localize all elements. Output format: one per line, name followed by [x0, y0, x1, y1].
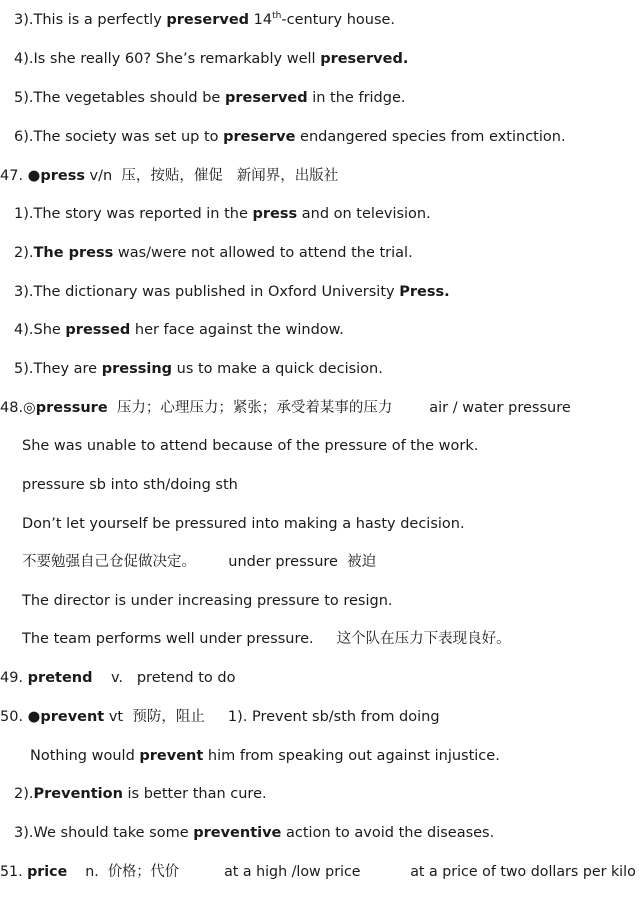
example-sentence [14, 10, 395, 30]
text-segment: v. pretend to do [92, 670, 236, 686]
example-sentence [14, 88, 406, 108]
bold-keyword: preserved. [320, 51, 409, 67]
text-segment: n. 价格；代价 at a high /low price at a price of two dollars per kilo [67, 864, 636, 880]
text-segment: was/were not allowed to attend the trial. [113, 245, 413, 261]
usage-pattern [22, 475, 238, 495]
bold-keyword: pretend [27, 670, 93, 686]
bold-keyword: pressed [65, 322, 131, 338]
text-segment: her face against the window. [130, 322, 344, 338]
text-segment: 3).The dictionary was published in Oxford University [14, 284, 400, 300]
text-segment: 3).We should take some [14, 825, 194, 841]
text-segment: Nothing would [30, 748, 140, 764]
bold-keyword: pressing [101, 361, 173, 377]
vocab-entry-heading [0, 166, 338, 186]
bold-keyword: ●prevent [27, 709, 105, 725]
text-segment: 50. [0, 709, 28, 725]
vocab-entry-heading [0, 862, 636, 882]
example-sentence [30, 746, 500, 766]
text-segment: 4).She [14, 322, 66, 338]
vocab-entry-heading [0, 668, 235, 688]
example-sentence [22, 591, 393, 611]
bold-keyword: preserved [166, 12, 250, 28]
text-segment: 压力；心理压力；紧张；承受着某事的压力 air / water pressure [107, 400, 571, 416]
superscript-text: th [272, 11, 282, 21]
example-sentence [22, 514, 465, 534]
bold-keyword: pressure [35, 400, 108, 416]
example-sentence [22, 629, 511, 649]
text-segment: action to avoid the diseases. [281, 825, 495, 841]
text-segment: v/n 压，按贴，催促 新闻界，出版社 [84, 168, 339, 184]
example-sentence [14, 243, 413, 263]
text-segment: is better than cure. [122, 786, 267, 802]
example-sentence [14, 784, 267, 804]
text-segment: vt 预防，阻止 1). Prevent sb/sth from doing [104, 709, 440, 725]
text-segment: us to make a quick decision. [172, 361, 383, 377]
text-segment: 5).The vegetables should be [14, 90, 225, 106]
text-segment: 不要勉强自己仓促做决定。 under pressure 被迫 [22, 554, 377, 570]
translation-line [22, 552, 376, 572]
text-segment: 14 [249, 12, 273, 28]
example-sentence [14, 320, 344, 340]
example-sentence [14, 823, 494, 843]
text-segment: in the fridge. [307, 90, 406, 106]
vocab-entry-heading [0, 398, 571, 418]
vocab-entry-heading [0, 707, 440, 727]
text-segment: 51. [0, 864, 28, 880]
text-segment: Don’t let yourself be pressured into making a hasty decision. [22, 516, 465, 532]
bold-keyword: prevent [139, 748, 204, 764]
text-segment: 47. [0, 168, 28, 184]
example-sentence [14, 127, 566, 147]
text-segment: 4).Is she really 60? She’s remarkably well [14, 51, 321, 67]
bold-keyword: Press. [399, 284, 450, 300]
text-segment: 3).This is a perfectly [14, 12, 167, 28]
bold-keyword: press [252, 206, 298, 222]
example-sentence [14, 359, 383, 379]
text-segment: him from speaking out against injustice. [203, 748, 500, 764]
text-segment: 2). [14, 786, 34, 802]
text-segment: The director is under increasing pressure to resign. [22, 593, 393, 609]
text-segment: -century house. [281, 12, 396, 28]
text-segment: The team performs well under pressure. 这个队在压力下表现良好。 [22, 631, 511, 647]
text-segment: pressure sb into sth/doing sth [22, 477, 238, 493]
text-segment: 2). [14, 245, 34, 261]
text-segment: 5).They are [14, 361, 102, 377]
text-segment: She was unable to attend because of the pressure of the work. [22, 438, 479, 454]
bold-keyword: preventive [193, 825, 282, 841]
text-segment: 48.◎ [0, 400, 36, 416]
example-sentence [22, 436, 478, 456]
text-segment: 49. [0, 670, 28, 686]
bold-keyword: price [27, 864, 68, 880]
text-segment: and on television. [297, 206, 431, 222]
example-sentence [14, 49, 408, 69]
text-segment: endangered species from extinction. [295, 129, 566, 145]
bold-keyword: preserved [224, 90, 308, 106]
bold-keyword: preserve [223, 129, 296, 145]
example-sentence [14, 282, 450, 302]
bold-keyword: The press [33, 245, 114, 261]
text-segment: 1).The story was reported in the [14, 206, 253, 222]
bold-keyword: ●press [27, 168, 85, 184]
example-sentence [14, 204, 431, 224]
text-segment: 6).The society was set up to [14, 129, 224, 145]
bold-keyword: Prevention [33, 786, 123, 802]
